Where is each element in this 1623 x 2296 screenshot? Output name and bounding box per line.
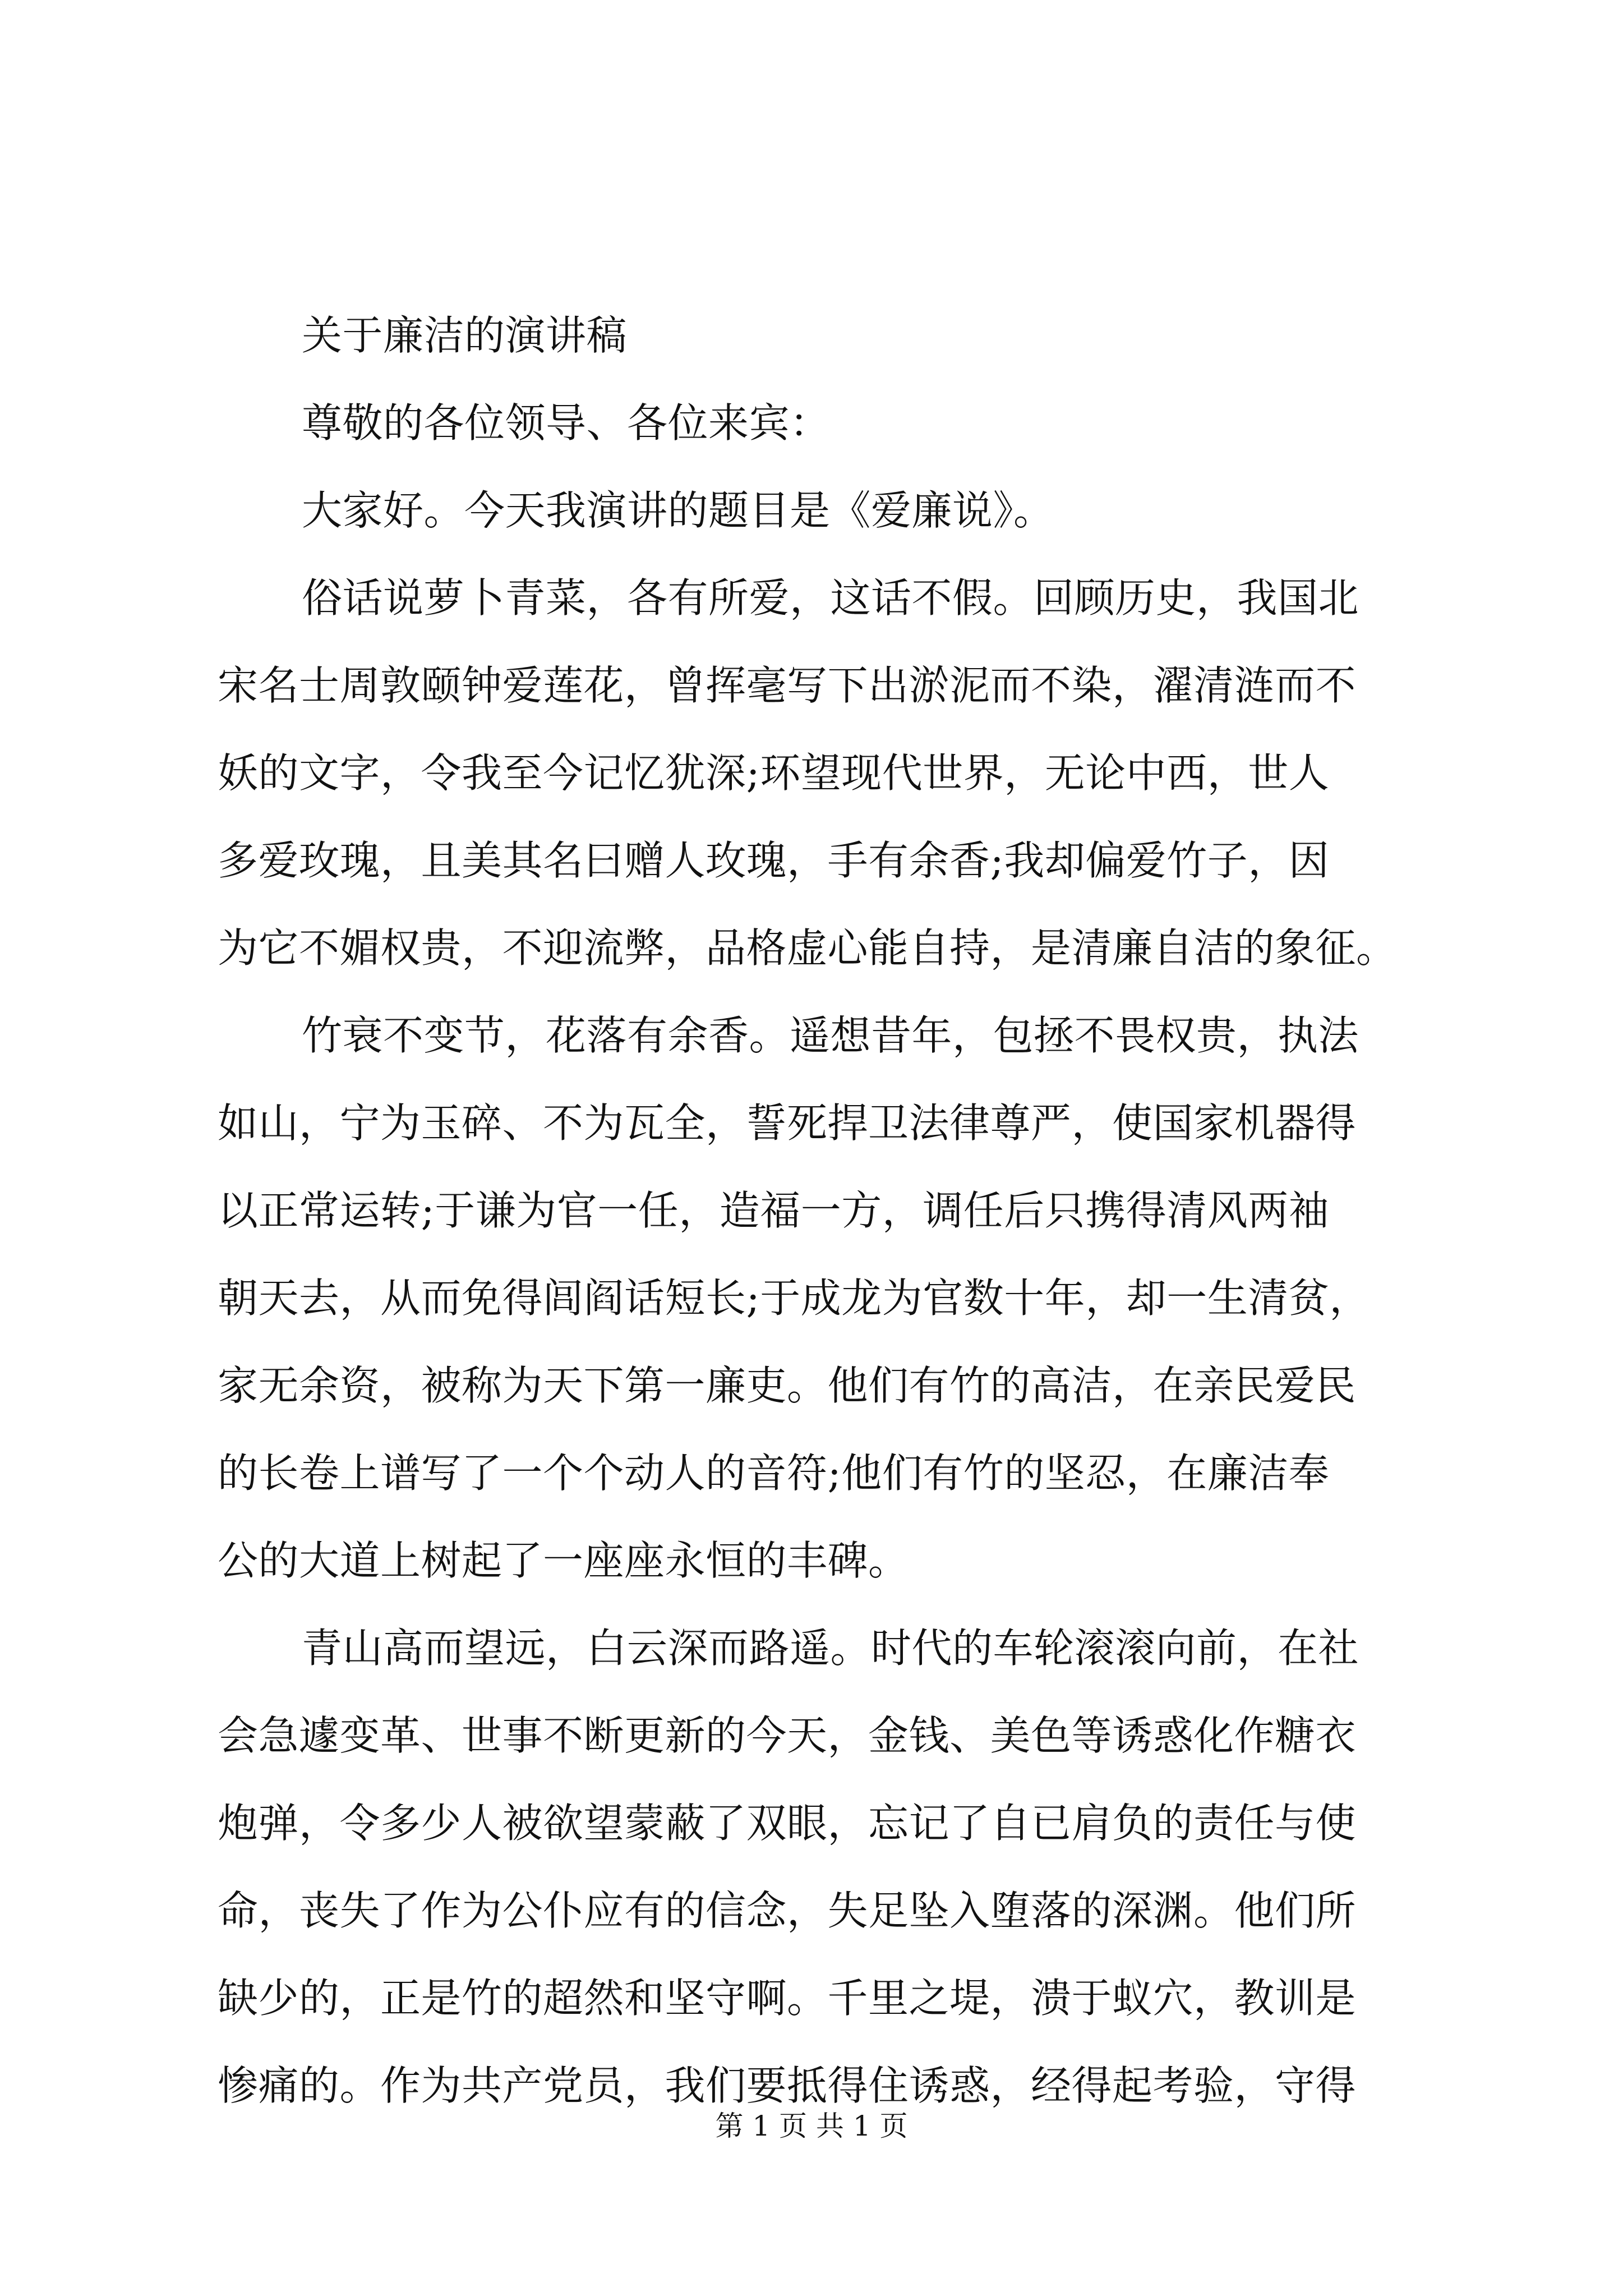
paragraph-2 [218, 992, 1407, 1604]
paragraph-line: 家无余资，被称为天下第一廉吏。他们有竹的高洁，在亲民爱民 [218, 1362, 1357, 1409]
paragraph-line: 多爱玫瑰，且美其名曰赠人玫瑰，手有余香;我却偏爱竹子，因 [218, 837, 1330, 884]
paragraph-3 [218, 1604, 1407, 2129]
paragraph-line: 命，丧失了作为公仆应有的信念，失足坠入堕落的深渊。他们所 [218, 1887, 1357, 1934]
paragraph-line: 为它不媚权贵，不迎流弊，品格虚心能自持，是清廉自洁的象征。 [218, 924, 1397, 972]
paragraph-line: 青山高而望远，白云深而路遥。时代的车轮滚滚向前，在社 [302, 1625, 1359, 1672]
paragraph-line: 朝天去，从而免得闾阎话短长;于成龙为官数十年，却一生清贫， [218, 1274, 1370, 1322]
paragraph-line: 的长卷上谱写了一个个动人的音符;他们有竹的坚忍，在廉洁奉 [218, 1450, 1330, 1497]
paragraph-line: 宋名士周敦颐钟爱莲花，曾挥毫写下出淤泥而不染，濯清涟而不 [218, 662, 1357, 709]
page-number-footer: 第 1 页 共 1 页 [715, 2110, 908, 2142]
paragraph-line: 炮弹，令多少人被欲望蒙蔽了双眼，忘记了自已肩负的责任与使 [218, 1800, 1357, 1847]
paragraph-line: 惨痛的。作为共产党员，我们要抵得住诱惑，经得起考验，守得 [218, 2062, 1357, 2109]
document-title: 关于廉洁的演讲稿 [302, 312, 628, 359]
paragraph-line: 竹衰不变节，花落有余香。遥想昔年，包拯不畏权贵，执法 [302, 1012, 1359, 1059]
paragraph-line: 俗话说萝卜青菜，各有所爱，这话不假。回顾历史，我国北 [302, 574, 1359, 622]
paragraph-1 [218, 554, 1407, 992]
paragraph-line: 缺少的，正是竹的超然和坚守啊。千里之堤，溃于蚁穴，教训是 [218, 1975, 1357, 2022]
document-body [218, 292, 1407, 2129]
salutation: 尊敬的各位领导、各位来宾： [302, 399, 831, 447]
paragraph-line: 妖的文字，令我至今记忆犹深;环望现代世界，无论中西，世人 [218, 749, 1330, 797]
greeting: 大家好。今天我演讲的题目是《爱廉说》。 [302, 487, 1054, 534]
paragraph-line: 如山，宁为玉碎、不为瓦全，誓死捍卫法律尊严，使国家机器得 [218, 1099, 1357, 1147]
paragraph-line: 公的大道上树起了一座座永恒的丰碑。 [218, 1537, 909, 1584]
paragraph-line: 会急遽变革、世事不断更新的今天，金钱、美色等诱惑化作糖衣 [218, 1712, 1357, 1759]
paragraph-line: 以正常运转;于谦为官一任，造福一方，调任后只携得清风两袖 [218, 1187, 1330, 1234]
